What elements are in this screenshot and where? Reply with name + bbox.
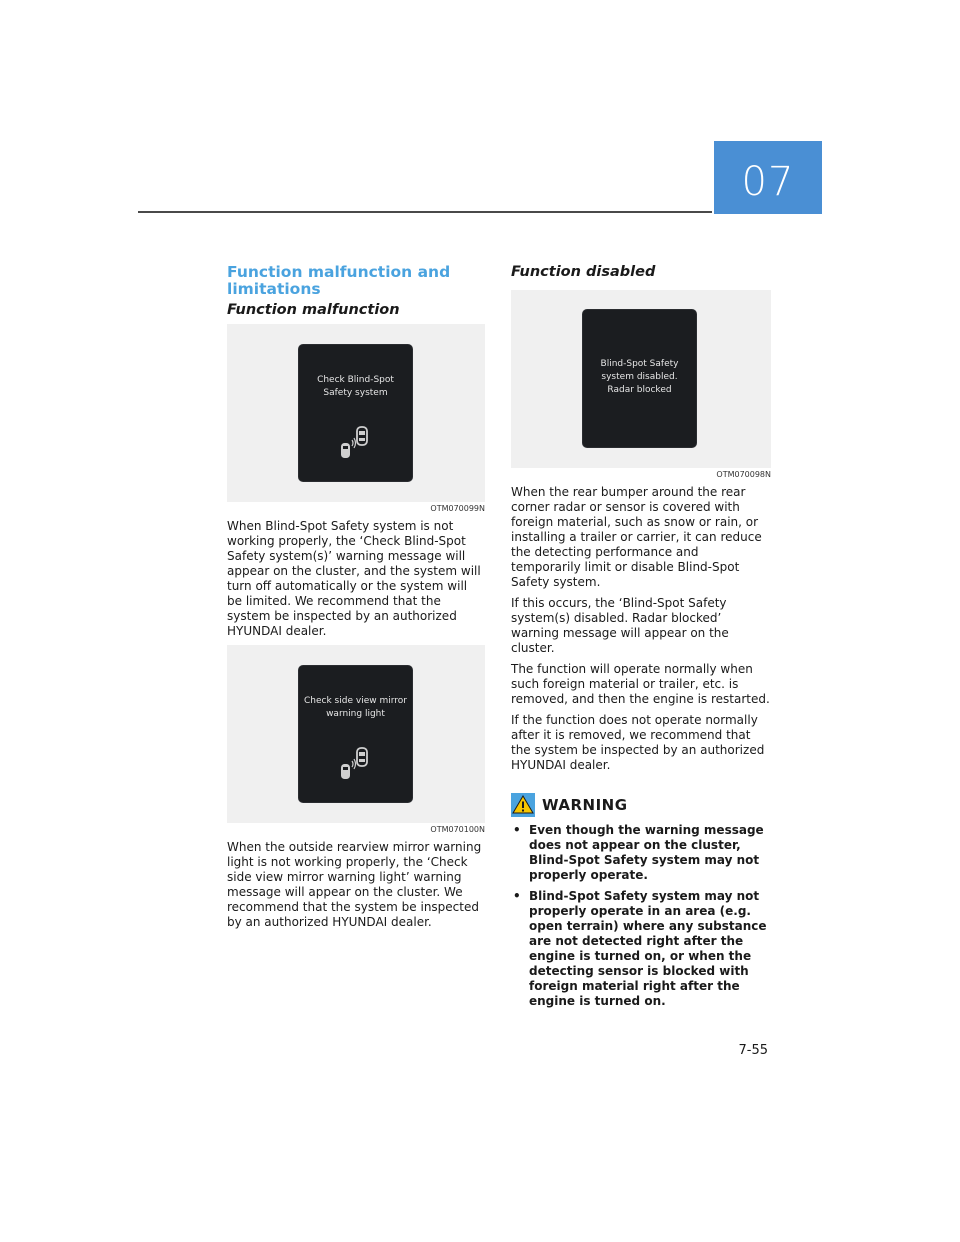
screen-text-line: Radar blocked xyxy=(607,385,672,395)
figure-code: OTM070098N xyxy=(716,470,771,479)
screen-text-line: system disabled. xyxy=(601,372,678,382)
warning-header xyxy=(511,793,771,817)
blind-spot-cars-icon xyxy=(337,423,377,463)
figure-code: OTM070099N xyxy=(430,504,485,513)
chapter-number: 07 xyxy=(741,158,795,205)
warning-list xyxy=(511,823,771,1009)
paragraph: The function will operate normally when such foreign material or trailer, etc. is removed, and then the engine is restarted. xyxy=(511,662,770,706)
warning-item: • Even though the warning message does not appear on the cluster, Blind-Spot Safety system may not properly operate. xyxy=(511,823,771,883)
screen-text-line: Check Blind-Spot xyxy=(317,375,394,385)
screen-text-line: warning light xyxy=(326,709,385,719)
warning-triangle-icon xyxy=(511,793,535,817)
screen-text-line: Blind-Spot Safety xyxy=(600,359,679,369)
screen-message xyxy=(299,695,412,721)
screen-message xyxy=(299,374,412,400)
paragraph: When the outside rearview mirror warning light is not working properly, the ‘Check side view mirror warning light’ warning message will appear on the cluster. We recommend that the system be inspected by an authorized HYUNDAI dealer. xyxy=(227,840,482,929)
blind-spot-cars-icon xyxy=(337,744,377,784)
paragraph: When Blind-Spot Safety system is not working properly, the ‘Check Blind-Spot Safety system(s)’ warning message will appear on the cluster, and the system will turn off automatically or the system will be limited. We recommend that the system be inspected by an authorized HYUNDAI dealer. xyxy=(227,519,481,638)
paragraph: If this occurs, the ‘Blind-Spot Safety system(s) disabled. Radar blocked’ warning message will appear on the cluster. xyxy=(511,596,729,655)
page-number: 7-55 xyxy=(738,1043,768,1058)
warning-item: • Blind-Spot Safety system may not properly operate in an area (e.g. open terrain) where any substance are not detected right after the engine is turned on, or when the detecting sensor is blocked with foreign material right after the engine is turned on. xyxy=(511,889,771,1009)
left-column xyxy=(227,264,485,936)
screen-message xyxy=(583,358,696,397)
warning-title: WARNING xyxy=(542,796,628,814)
subsection-title-disabled: Function disabled xyxy=(511,264,656,280)
section-title: Function malfunction and limitations xyxy=(227,263,451,298)
figure-check-blind-spot xyxy=(227,324,485,502)
cluster-screen xyxy=(299,666,412,802)
figure-check-side-mirror xyxy=(227,645,485,823)
right-column xyxy=(511,264,771,1015)
cluster-screen xyxy=(299,345,412,481)
header-rule xyxy=(138,211,712,213)
paragraph: If the function does not operate normally after it is removed, we recommend that the system be inspected by an authorized HYUNDAI dealer. xyxy=(511,713,765,772)
figure-code: OTM070100N xyxy=(430,825,485,834)
screen-text-line: Check side view mirror xyxy=(304,696,407,706)
chapter-tab xyxy=(714,141,822,214)
cluster-screen xyxy=(583,310,696,447)
figure-radar-blocked xyxy=(511,290,771,468)
paragraph: When the rear bumper around the rear corner radar or sensor is covered with foreign material, such as snow or rain, or installing a trailer or carrier, it can reduce the detecting performance and temporarily limit or disable Blind-Spot Safety system. xyxy=(511,485,762,589)
subsection-title-malfunction: Function malfunction xyxy=(227,302,400,318)
screen-text-line: Safety system xyxy=(323,388,388,398)
